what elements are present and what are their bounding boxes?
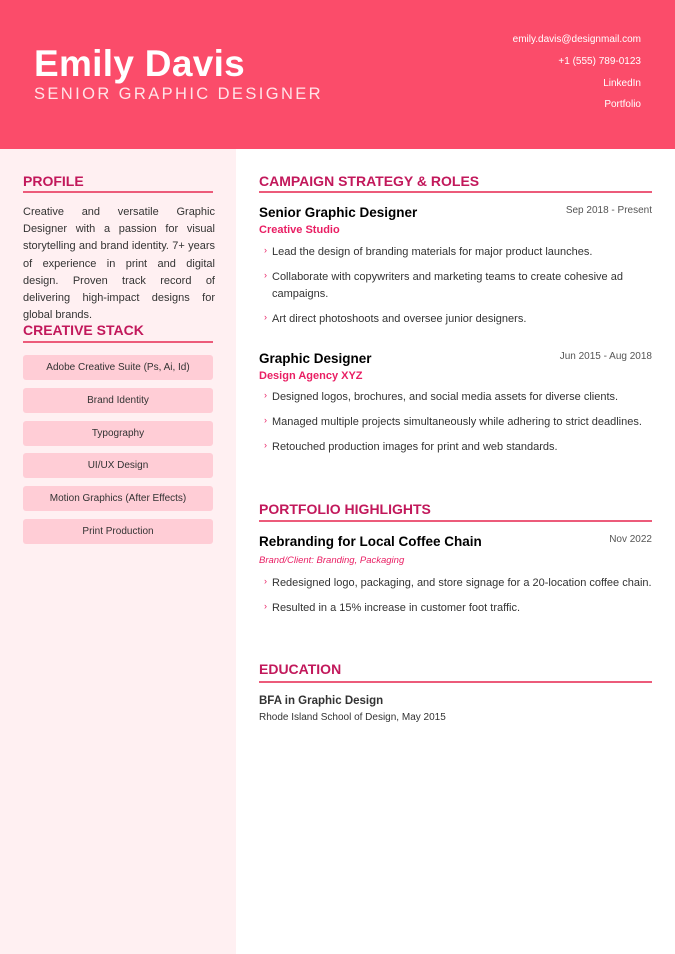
job-bullets bbox=[259, 389, 652, 456]
contact-phone[interactable]: +1 (555) 789-0123 bbox=[558, 55, 641, 67]
skill-chip: Motion Graphics (After Effects) bbox=[23, 486, 213, 511]
chevron-right-icon: › bbox=[264, 390, 267, 400]
job-dates: Sep 2018 - Present bbox=[565, 205, 652, 216]
portfolio-divider bbox=[259, 520, 652, 522]
chevron-right-icon: › bbox=[264, 576, 267, 586]
list-item: › Lead the design of branding materials for major product launches. bbox=[264, 245, 593, 258]
experience-divider bbox=[259, 191, 652, 193]
profile-heading: PROFILE bbox=[23, 173, 84, 189]
job-title: Senior Graphic Designer bbox=[259, 205, 418, 220]
skill-chip: Adobe Creative Suite (Ps, Ai, Id) bbox=[23, 355, 213, 380]
creative-stack-heading: CREATIVE STACK bbox=[23, 322, 144, 338]
contact-email[interactable]: emily.davis@designmail.com bbox=[512, 34, 641, 45]
list-item: › Collaborate with copywriters and marketing teams to create cohesive ad campaigns. bbox=[264, 269, 623, 300]
contact-block bbox=[381, 33, 641, 120]
portfolio-entry bbox=[259, 535, 652, 549]
job-entry bbox=[259, 206, 652, 220]
job-entry bbox=[259, 352, 652, 366]
chevron-right-icon: › bbox=[264, 269, 267, 280]
chevron-right-icon: › bbox=[264, 311, 267, 322]
contact-portfolio-link[interactable]: Portfolio bbox=[604, 99, 641, 111]
resume-header bbox=[0, 0, 675, 149]
list-item: › Designed logos, brochures, and social media assets for diverse clients. bbox=[264, 390, 619, 403]
education-school: Rhode Island School of Design, May 2015 bbox=[259, 712, 446, 723]
job-company: Design Agency XYZ bbox=[259, 370, 363, 382]
chevron-right-icon: › bbox=[264, 414, 267, 425]
profile-summary: Creative and versatile Graphic Designer with a passion for visual storytelling and brand identity. 7+ years of experience in print and digital design. Proven track record of delivering high-impact designs for global brands. bbox=[23, 206, 215, 322]
job-dates: Jun 2015 - Aug 2018 bbox=[559, 351, 652, 362]
skill-chip: Print Production bbox=[23, 519, 213, 544]
education-degree: BFA in Graphic Design bbox=[259, 695, 384, 707]
candidate-name: Emily Davis bbox=[34, 43, 246, 84]
skill-list bbox=[23, 355, 213, 552]
list-item: › Art direct photoshoots and oversee junior designers. bbox=[264, 311, 527, 325]
portfolio-heading: PORTFOLIO HIGHLIGHTS bbox=[259, 501, 431, 517]
job-bullets bbox=[259, 244, 652, 328]
skill-chip: UI/UX Design bbox=[23, 453, 213, 478]
project-title: Rebranding for Local Coffee Chain bbox=[259, 534, 482, 549]
job-title: Graphic Designer bbox=[259, 351, 372, 366]
chevron-right-icon: › bbox=[264, 600, 267, 611]
list-item: › Resulted in a 15% increase in customer foot traffic. bbox=[264, 600, 521, 614]
skill-chip: Typography bbox=[23, 421, 213, 446]
project-bullets bbox=[259, 575, 652, 617]
list-item: › Managed multiple projects simultaneously while adhering to strict deadlines. bbox=[264, 414, 642, 428]
project-date: Nov 2022 bbox=[609, 534, 652, 545]
skill-chip: Brand Identity bbox=[23, 388, 213, 413]
contact-linkedin-link[interactable]: LinkedIn bbox=[603, 77, 641, 89]
chevron-right-icon: › bbox=[264, 245, 267, 255]
chevron-right-icon: › bbox=[264, 439, 267, 450]
job-company: Creative Studio bbox=[259, 224, 340, 236]
experience-heading: CAMPAIGN STRATEGY & ROLES bbox=[259, 173, 480, 189]
creative-stack-divider bbox=[23, 341, 213, 343]
list-item: › Redesigned logo, packaging, and store signage for a 20-location coffee chain. bbox=[264, 576, 652, 589]
list-item: › Retouched production images for print and web standards. bbox=[264, 439, 558, 453]
education-heading: EDUCATION bbox=[259, 661, 342, 677]
education-divider bbox=[259, 681, 652, 683]
candidate-title: SENIOR GRAPHIC DESIGNER bbox=[34, 85, 323, 103]
profile-divider bbox=[23, 191, 213, 193]
project-meta: Brand/Client: Branding, Packaging bbox=[259, 555, 405, 566]
